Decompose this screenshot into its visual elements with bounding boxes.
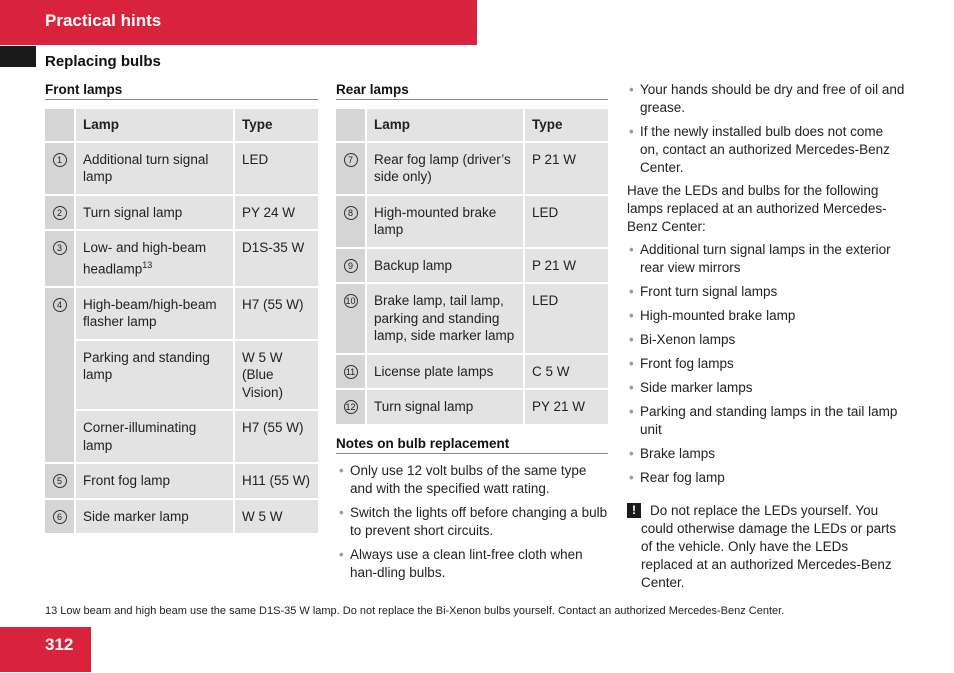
notes-heading: Notes on bulb replacement [336, 436, 608, 454]
type-cell: H7 (55 W) [235, 411, 318, 462]
type-cell: P 21 W [525, 143, 608, 194]
table-row [336, 390, 608, 424]
list-item: • Front fog lamps [627, 355, 905, 373]
lamp-cell: Parking and standing lamp [76, 341, 235, 410]
lamp-cell: Corner-illuminating lamp [76, 411, 235, 462]
type-cell: C 5 W [525, 355, 608, 389]
table-row [45, 500, 318, 534]
table-row [45, 231, 318, 286]
table-header-row [336, 109, 608, 141]
notes-list [337, 462, 610, 588]
col-type-header: Type [235, 109, 318, 141]
rear-lamps-heading: Rear lamps [336, 82, 608, 100]
type-cell: LED [235, 143, 318, 194]
type-cell: W 5 W [235, 500, 318, 534]
list-item: • Always use a clean lint-free cloth when han-dling bulbs. [337, 546, 610, 582]
table-row [336, 355, 608, 389]
list-item: • High-mounted brake lamp [627, 307, 905, 325]
precautions-list [627, 81, 905, 183]
callout-number: 4 [53, 298, 67, 312]
table-row [336, 284, 608, 353]
lamp-cell: Turn signal lamp [76, 196, 235, 230]
dealer-lamps-list [627, 241, 905, 493]
type-cell: D1S-35 W [235, 231, 318, 286]
list-item: • Parking and standing lamps in the tail lamp unit [627, 403, 905, 439]
type-cell: PY 24 W [235, 196, 318, 230]
col-lamp-header: Lamp [367, 109, 525, 141]
front-lamps-heading: Front lamps [45, 82, 318, 100]
list-item: • Additional turn signal lamps in the exterior rear view mirrors [627, 241, 905, 277]
lamp-cell: Front fog lamp [76, 464, 235, 498]
callout-number: 5 [53, 474, 67, 488]
type-cell: P 21 W [525, 249, 608, 283]
section-marker [0, 46, 36, 67]
table-header-row [45, 109, 318, 141]
callout-number: 10 [345, 296, 356, 306]
lamp-cell: Rear fog lamp (driver’s side only) [367, 143, 525, 194]
lamp-cell: License plate lamps [367, 355, 525, 389]
table-row [45, 288, 318, 339]
lamp-cell: Side marker lamp [76, 500, 235, 534]
table-row [45, 464, 318, 498]
footnote: 13 Low beam and high beam use the same D1S-35 W lamp. Do not replace the Bi-Xenon bulbs yourself. Contact an authorized Mercedes-Benz Center. [45, 605, 785, 617]
callout-number: 6 [53, 510, 67, 524]
callout-number: 1 [53, 153, 67, 167]
type-cell: H11 (55 W) [235, 464, 318, 498]
list-item: • Your hands should be dry and free of oil and grease. [627, 81, 905, 117]
callout-number: 12 [345, 402, 356, 412]
list-item: • Bi-Xenon lamps [627, 331, 905, 349]
rear-lamps-table [336, 107, 608, 426]
table-row [45, 411, 318, 462]
lamps-intro-paragraph: Have the LEDs and bulbs for the following lamps replaced at an authorized Mercedes-Benz Center: [627, 183, 887, 234]
table-row [336, 249, 608, 283]
lamp-cell: Low- and high-beam headlamp$^{13}$ [76, 231, 235, 286]
type-cell: H7 (55 W) [235, 288, 318, 339]
type-cell: PY 21 W [525, 390, 608, 424]
front-lamps-table [45, 107, 318, 535]
chapter-title: Practical hints [45, 11, 162, 30]
footnote-ref: 13 [142, 259, 153, 270]
header-bar [0, 0, 477, 45]
lamp-cell: Backup lamp [367, 249, 525, 283]
callout-number: 9 [344, 259, 358, 273]
type-cell: LED [525, 196, 608, 247]
table-row [45, 196, 318, 230]
col-lamp-header: Lamp [76, 109, 235, 141]
type-cell: W 5 W (Blue Vision) [235, 341, 318, 410]
list-item: • Brake lamps [627, 445, 905, 463]
warning-text: Do not replace the LEDs yourself. You could otherwise damage the LEDs or parts of the vehicle. Only have the LEDs replaced at an authorized Mercedes-Benz Center. [641, 503, 897, 590]
list-item: • Only use 12 volt bulbs of the same type and with the specified watt rating. [337, 462, 610, 498]
callout-number: 2 [53, 206, 67, 220]
lamp-cell: Additional turn signal lamp [76, 143, 235, 194]
callout-number: 8 [344, 206, 358, 220]
page-number-tab [0, 627, 91, 672]
callout-number: 7 [344, 153, 358, 167]
lamp-cell: High-mounted brake lamp [367, 196, 525, 247]
list-item: • If the newly installed bulb does not come on, contact an authorized Mercedes-Benz Center. [627, 123, 905, 177]
page-number: 312 [45, 635, 74, 654]
col-type-header: Type [525, 109, 608, 141]
callout-number: 3 [53, 241, 67, 255]
list-item: • Rear fog lamp [627, 469, 905, 487]
table-row [45, 143, 318, 194]
warning-note [627, 502, 903, 592]
table-row [336, 196, 608, 247]
lamp-cell: High-beam/high-beam flasher lamp [76, 288, 235, 339]
list-item: • Switch the lights off before changing a bulb to prevent short circuits. [337, 504, 610, 540]
list-item: • Side marker lamps [627, 379, 905, 397]
callout-number: 11 [344, 365, 358, 379]
table-row [45, 341, 318, 410]
table-row [336, 143, 608, 194]
type-cell: LED [525, 284, 608, 353]
list-item: • Front turn signal lamps [627, 283, 905, 301]
lamp-cell: Brake lamp, tail lamp, parking and standing lamp, side marker lamp [367, 284, 525, 353]
lamp-cell: Turn signal lamp [367, 390, 525, 424]
section-title: Replacing bulbs [45, 53, 161, 70]
warning-icon: ! [627, 503, 641, 518]
